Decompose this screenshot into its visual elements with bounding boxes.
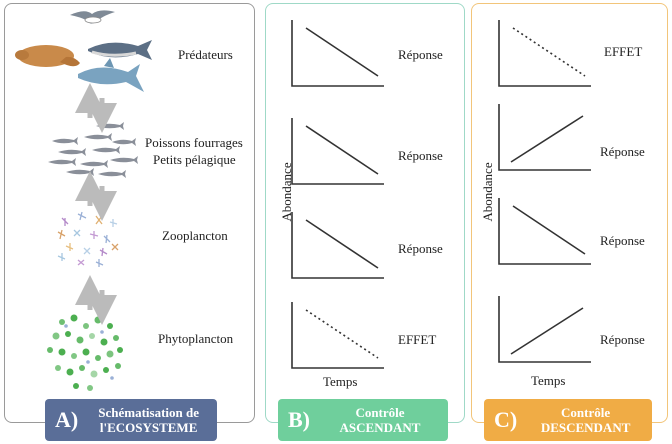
label-forage-fish: Poissons fourrages — [145, 135, 243, 150]
badge-ecosystem — [45, 399, 217, 441]
badge-line1: Contrôle — [355, 405, 405, 420]
badge-line1: Contrôle — [561, 405, 611, 420]
graphs-bottom-up — [292, 20, 384, 368]
bird-icon — [70, 10, 115, 23]
y-axis-label: Abondance — [480, 162, 495, 222]
y-axis-label: Abondance — [279, 162, 294, 222]
badge-line2: l'ECOSYSTEME — [99, 420, 198, 435]
trend-line — [306, 28, 378, 76]
badge-bottom-up — [278, 399, 448, 441]
trend-line — [306, 220, 378, 268]
graph-label: Réponse — [398, 47, 443, 62]
graph-axes — [499, 20, 591, 86]
graph-label: Réponse — [600, 144, 645, 159]
walrus-icon — [15, 45, 80, 67]
tuna-icon — [88, 40, 152, 60]
badge-top-down — [484, 399, 652, 441]
forage-fish-icon — [48, 122, 138, 178]
graph-axes — [292, 20, 384, 86]
graph-axes — [292, 118, 384, 184]
badge-letter: B) — [288, 407, 310, 432]
trend-line — [513, 28, 585, 76]
trend-line — [306, 126, 378, 174]
graph-label: EFFET — [604, 44, 643, 59]
label-zooplankton: Zooplancton — [162, 228, 228, 243]
trend-line — [511, 308, 583, 354]
trend-line — [306, 310, 378, 358]
graphs-top-down — [499, 20, 591, 362]
trend-line — [511, 116, 583, 162]
graph-axes — [292, 212, 384, 278]
badge-letter: A) — [55, 407, 79, 432]
graph-axes — [292, 302, 384, 368]
graph-label: Réponse — [398, 241, 443, 256]
badge-letter: C) — [494, 407, 518, 432]
graph-label: Réponse — [398, 148, 443, 163]
graph-label: EFFET — [398, 332, 437, 347]
label-small-pelagics: Petits pélagique — [153, 152, 236, 167]
shark-icon — [78, 58, 144, 92]
x-axis-label: Temps — [323, 374, 358, 389]
graph-axes — [499, 198, 591, 264]
label-predators: Prédateurs — [178, 47, 233, 62]
badge-line2: DESCENDANT — [540, 420, 631, 435]
trend-line — [513, 206, 585, 254]
badge-line2: ASCENDANT — [339, 420, 421, 435]
label-phytoplankton: Phytoplancton — [158, 331, 234, 346]
zooplankton-icon — [58, 212, 118, 267]
graph-label: Réponse — [600, 332, 645, 347]
badge-line1: Schématisation de — [98, 405, 199, 420]
graph-label: Réponse — [600, 233, 645, 248]
phytoplankton-icon — [47, 315, 123, 392]
x-axis-label: Temps — [531, 373, 566, 388]
trophic-arrows — [90, 98, 102, 310]
